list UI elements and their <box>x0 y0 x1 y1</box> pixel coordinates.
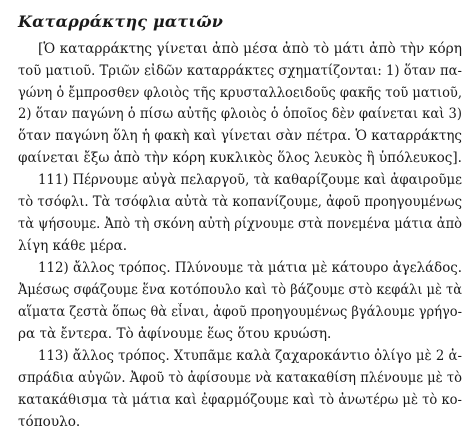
text-line: 2) ὅταν παγώνη ὁ πίσω αὐτῆς φλοιὸς ὁ ὁποῖος δὲν φαίνεται καὶ 3) <box>18 106 463 122</box>
text-line: κατακάθισμα τὰ μάτια καὶ ἐφαρμόζουμε καὶ τὸ ἀνωτέρω μὲ τὸ κο- <box>18 392 462 408</box>
text-line: τοῦ ματιοῦ. Τριῶν εἰδῶν καταρράκτες σχηματίζονται: 1) ὅταν πα- <box>18 63 462 79</box>
text-line: τόπουλο. <box>18 414 81 430</box>
text-line: Ἀμέσως σφάζουμε ἕνα κοτόπουλο καὶ τὸ βάζουμε στὸ κεφάλι μὲ τὰ <box>18 282 462 298</box>
text-line: 113) ἄλλος τρόπος. Χτυπᾶμε καλὰ ζαχαροκάντιο ὀλίγο μὲ 2 ἀ- <box>38 348 463 364</box>
text-line: λίγη κάθε μέρα. <box>18 238 128 254</box>
text-line: [Ὁ καταρράκτης γίνεται ἀπὸ μέσα ἀπὸ τὸ μάτι ἀπὸ τὴν κόρη <box>38 41 463 57</box>
text-line: αἵματα ζεστὰ ὅπως θὰ εἶναι, ἀφοῦ προηγουμένως βγάλουμε γρήγο- <box>18 304 463 320</box>
text-line: φαίνεται ἔξω ἀπὸ τὴν κόρη κυκλικὸς ὅλος λευκὸς ἢ ὑπόλευκος]. <box>18 150 462 166</box>
text-line: 111) Πέρνουμε αὐγὰ πελαργοῦ, τὰ καθαρίζουμε καὶ ἀφαιροῦμε <box>38 172 462 188</box>
text-line: γώνη ὁ ἔμπροσθεν φλοιὸς τῆς κρυσταλλοειδοῦς φακῆς τοῦ ματιοῦ, <box>18 85 463 101</box>
text-line: ρα τὰ ἔντερα. Τὸ ἀφίνουμε ἕως ὅτου κρυώση. <box>18 326 332 342</box>
text-line: τὸ τσόφλι. Τὰ τσόφλια αὐτὰ τὰ κοπανίζουμε, ἀφοῦ προηγουμένως <box>18 194 463 210</box>
text-line: 112) ἄλλος τρόπος. Πλύνουμε τὰ μάτια μὲ κάτουρο ἀγελάδος. <box>38 260 463 276</box>
page-title: Καταρράκτης ματιῶν <box>18 12 224 31</box>
text-line: ὅταν παγώνη ὅλη ἡ φακὴ καὶ γίνεται σὰν πέτρα. Ὁ καταρράκτης <box>18 128 462 144</box>
text-line: τὰ ψήσουμε. Ἀπὸ τὴ σκόνη αὐτὴ ρίχνουμε στὰ πονεμένα μάτια ἀπὸ <box>18 216 463 232</box>
text-line: σπράδια αὐγῶν. Ἀφοῦ τὸ ἀφίσουμε νὰ κατακαθίση πλένουμε μὲ τὸ <box>18 370 463 386</box>
